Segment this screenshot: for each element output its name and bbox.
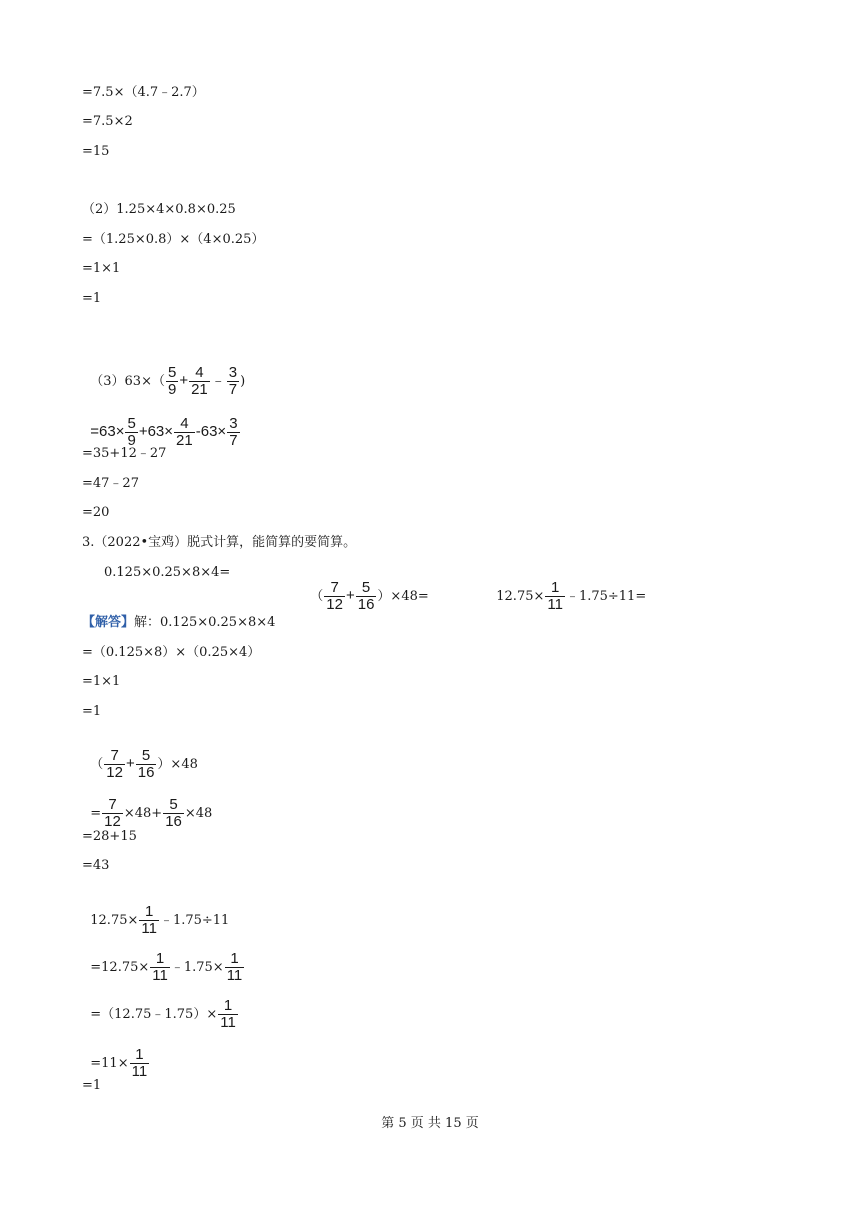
numerator: 1 [150,951,170,968]
text: -63× [195,423,227,440]
line: =1 [82,291,102,306]
numerator: 3 [229,415,238,432]
denominator: 12 [326,596,343,613]
numerator: 4 [174,416,195,433]
text: ×48+ [123,806,163,821]
line: =1×1 [82,261,121,276]
denominator: 16 [357,596,375,613]
fraction [102,797,123,830]
math-line [82,1029,150,1080]
denominator: 7 [228,381,238,398]
numerator: 1 [225,951,245,968]
fraction [218,998,238,1031]
numerator: 7 [104,748,125,765]
text: （ [310,589,324,604]
line: =1×1 [82,674,121,689]
numerator: 3 [228,364,238,381]
line: =1 [82,704,102,719]
denominator: 9 [127,432,136,449]
text: 12.75× [90,913,139,928]
fraction [104,748,125,781]
text: =12.75× [90,960,150,975]
text: ﹣1.75÷11= [565,589,647,604]
line: =20 [82,505,110,520]
text: =11× [90,1056,129,1071]
numerator: 1 [545,580,565,597]
numerator: 5 [167,364,177,381]
line: （2）1.25×4×0.8×0.25 [82,202,236,217]
line: =7.5×（4.7﹣2.7） [82,85,205,100]
denominator: 12 [106,764,123,781]
fraction [545,580,565,613]
line: =47﹣27 [82,476,139,491]
text: ﹣1.75÷11 [159,913,230,928]
numerator: 7 [102,797,123,814]
text: =63× [90,423,125,440]
denominator: 11 [131,1063,148,1080]
numerator: 5 [163,797,184,814]
fraction [324,580,345,613]
fraction [166,365,178,398]
numerator: 1 [218,998,238,1015]
text: +63× [138,423,174,440]
text: ﹣1.75× [170,960,224,975]
expression-2 [302,562,429,613]
denominator: 21 [191,381,208,398]
math-line [82,933,245,984]
fraction [356,580,377,613]
line: =7.5×2 [82,114,133,129]
page-footer: 第 5 页 共 15 页 [381,1116,479,1131]
denominator: 11 [547,596,563,613]
denominator: 21 [176,432,193,449]
fraction [130,1047,150,1080]
text: ×48 [184,806,213,821]
line: =43 [82,858,110,873]
line: =28+15 [82,829,137,844]
denominator: 12 [104,813,121,830]
math-line [82,730,198,781]
text: ) [240,374,246,389]
fraction [174,416,195,449]
line: =15 [82,144,110,159]
text: = [90,806,102,821]
operator: + [345,587,355,604]
text: ）×48 [157,757,198,772]
fraction [136,748,157,781]
denominator: 7 [229,432,238,449]
math-line [82,980,239,1031]
fraction [227,365,239,398]
numerator: 1 [130,1047,150,1064]
math-line [82,779,212,830]
expression-1: 0.125×0.25×8×4= [104,565,231,580]
fraction [227,416,239,449]
text: （3）63×（ [90,374,165,389]
text: ）×48= [377,589,429,604]
numerator: 5 [356,580,377,597]
numerator: 1 [139,904,159,921]
numerator: 4 [189,365,210,382]
math-line [82,347,245,398]
line: =35+12﹣27 [82,446,167,461]
denominator: 11 [220,1014,236,1031]
denominator: 16 [137,764,155,781]
denominator: 16 [165,813,182,830]
fraction [163,797,184,830]
operator: + [125,755,135,772]
denominator: 11 [141,920,157,937]
answer-line [82,614,275,632]
math-line [82,886,229,937]
denominator: 11 [226,967,243,984]
line: =1 [82,1078,102,1093]
text: 解：0.125×0.25×8×4 [134,615,276,630]
expression-3 [488,562,646,613]
operator: ﹣ [210,372,226,389]
question-title: 3.（2022•宝鸡）脱式计算，能简算的要简算。 [82,535,357,550]
denominator: 9 [167,381,177,398]
numerator: 7 [324,580,345,597]
numerator: 5 [127,415,136,432]
numerator: 5 [136,748,157,765]
line: =（1.25×0.8）×（4×0.25） [82,232,265,247]
math-line [82,398,241,449]
operator: + [179,372,189,389]
denominator: 11 [152,967,168,984]
fraction [189,365,210,398]
text: =（12.75﹣1.75）× [90,1007,218,1022]
text: （ [90,757,104,772]
line: =（0.125×8）×（0.25×4） [82,645,261,660]
text: 12.75× [496,589,545,604]
answer-label: 【解答】 [82,615,135,630]
